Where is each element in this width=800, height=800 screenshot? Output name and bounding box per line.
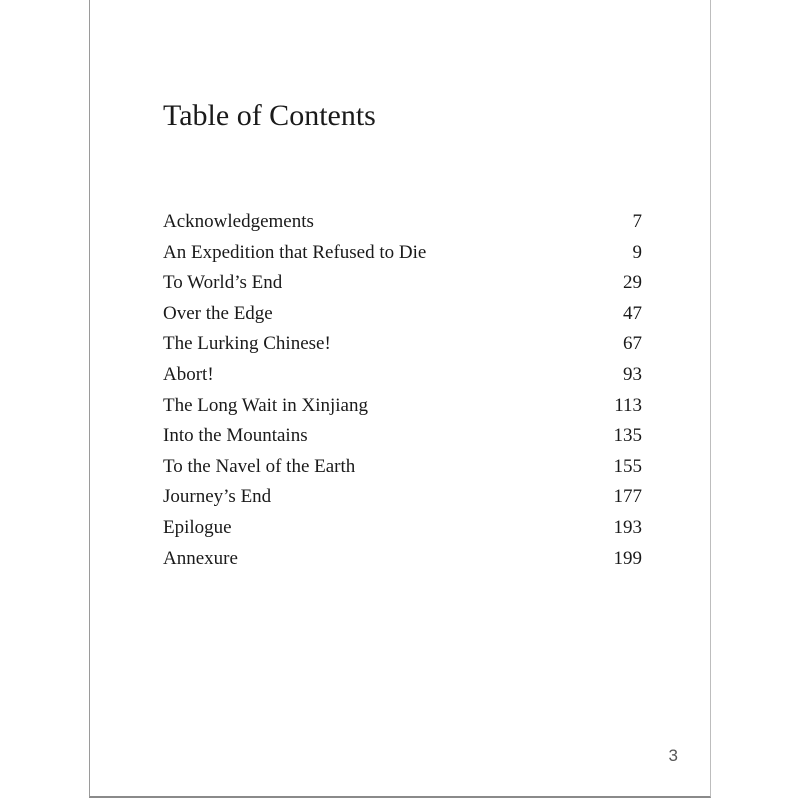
toc-entry-label: An Expedition that Refused to Die xyxy=(163,241,427,263)
toc-entry-page: 29 xyxy=(623,272,642,294)
toc-entry-page: 93 xyxy=(623,363,642,385)
toc-entry-label: Annexure xyxy=(163,547,238,569)
toc-entry-page: 135 xyxy=(613,425,642,447)
toc-entry-page: 155 xyxy=(613,455,642,477)
book-page xyxy=(89,0,711,798)
toc-entry xyxy=(163,421,642,452)
toc-entry-label: To the Navel of the Earth xyxy=(163,455,356,477)
toc-entry-label: The Long Wait in Xinjiang xyxy=(163,394,368,416)
toc-entry-page: 7 xyxy=(632,211,642,232)
toc-entry-page: 199 xyxy=(613,547,642,569)
toc-entry xyxy=(163,482,642,513)
toc-entry xyxy=(163,452,642,483)
toc-entry-label: Into the Mountains xyxy=(163,425,308,447)
toc-entry-page: 177 xyxy=(613,486,642,508)
page-title: Table of Contents xyxy=(163,99,376,132)
toc-entry-label: Acknowledgements xyxy=(163,211,314,232)
toc-entry xyxy=(163,207,642,238)
toc-entry-page: 113 xyxy=(614,394,642,416)
toc-entry-label: Abort! xyxy=(163,363,214,385)
toc-entry xyxy=(163,329,642,360)
toc-entry xyxy=(163,391,642,422)
toc-entry-label: Over the Edge xyxy=(163,302,273,324)
toc-entry-page: 9 xyxy=(632,241,642,263)
toc-entry xyxy=(163,238,642,269)
toc-list xyxy=(163,207,642,574)
toc-entry-page: 193 xyxy=(613,516,642,538)
toc-entry xyxy=(163,299,642,330)
toc-entry-page: 47 xyxy=(623,302,642,324)
toc-entry xyxy=(163,513,642,544)
toc-entry-page: 67 xyxy=(623,333,642,355)
toc-entry xyxy=(163,360,642,391)
toc-entry-label: The Lurking Chinese! xyxy=(163,333,331,355)
page-number: 3 xyxy=(668,746,678,765)
toc-entry xyxy=(163,544,642,575)
toc-entry xyxy=(163,268,642,299)
toc-entry-label: To World’s End xyxy=(163,272,283,294)
toc-entry-label: Journey’s End xyxy=(163,486,272,508)
toc-entry-label: Epilogue xyxy=(163,516,232,538)
